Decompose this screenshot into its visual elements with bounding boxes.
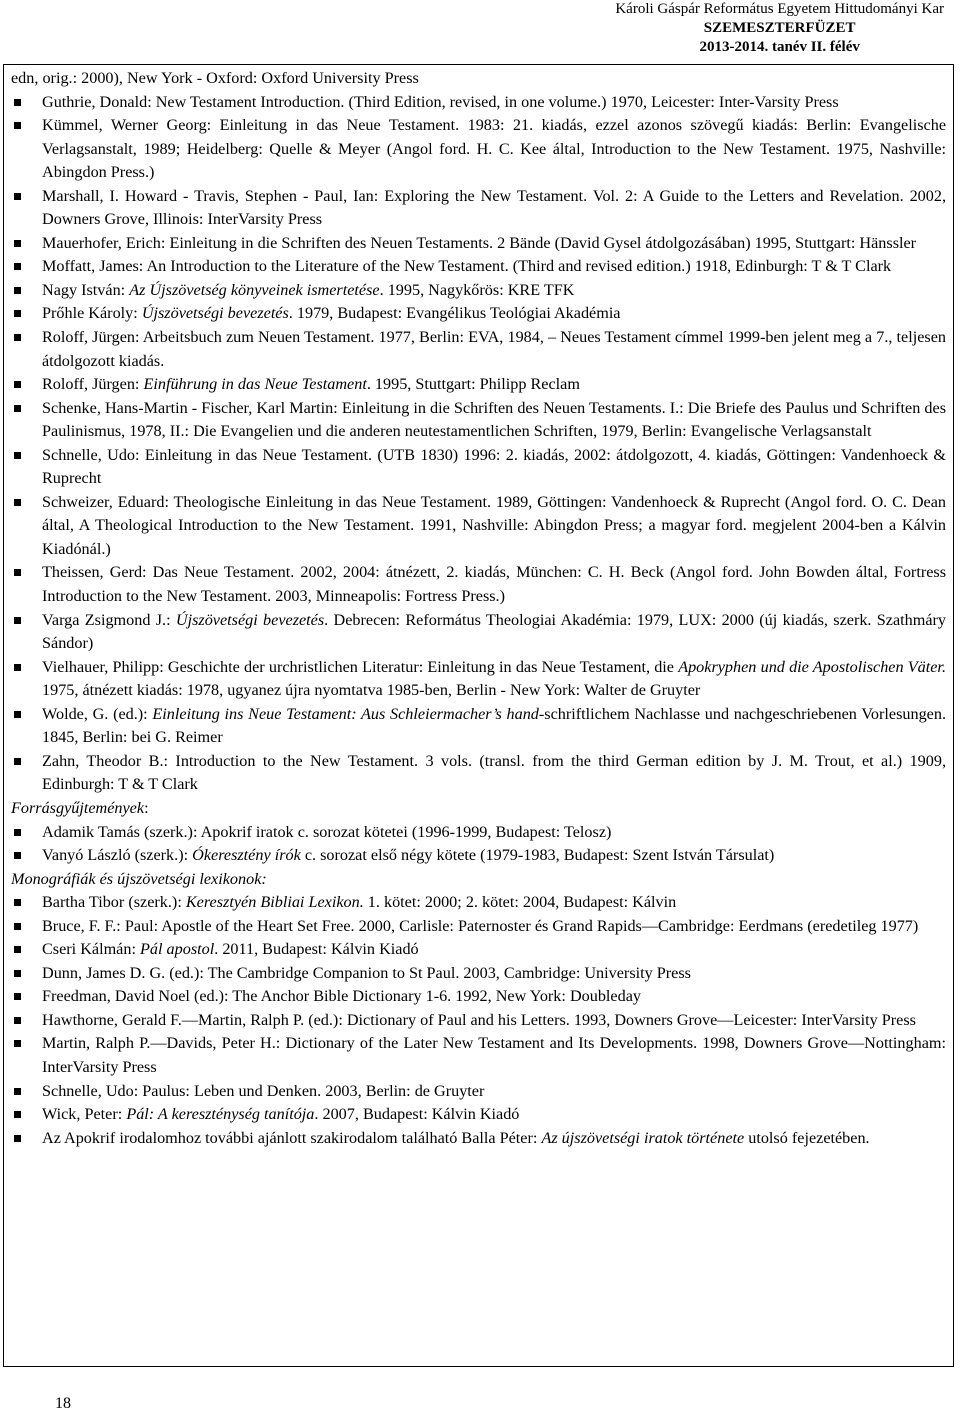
list-item: Zahn, Theodor B.: Introduction to the New Testament. 3 vols. (transl. from the third German edition by J. M. Trout, et al.) 1909, Edinburgh: T & T Clark <box>11 750 946 797</box>
list-item: Bruce, F. F.: Paul: Apostle of the Heart Set Free. 2000, Carlisle: Paternoster és Grand Rapids—Cambridge: Eerdmans (eredetileg 1977) <box>11 915 946 939</box>
list-item: Adamik Tamás (szerk.): Apokrif iratok c. sorozat kötetei (1996-1999, Budapest: Telosz) <box>11 821 946 845</box>
list-item: Roloff, Jürgen: Einführung in das Neue Testament. 1995, Stuttgart: Philipp Reclam <box>11 373 946 397</box>
bibliography-box <box>3 64 954 1367</box>
list-item: Nagy István: Az Újszövetség könyveinek ismertetése. 1995, Nagykőrös: KRE TFK <box>11 279 946 303</box>
list-item: Wick, Peter: Pál: A kereszténység tanítója. 2007, Budapest: Kálvin Kiadó <box>11 1103 946 1127</box>
list-item: Vanyó László (szerk.): Ókeresztény írók c. sorozat első négy kötete (1979-1983, Budapest: Szent István Társulat) <box>11 844 946 868</box>
list-item: Cseri Kálmán: Pál apostol. 2011, Budapest: Kálvin Kiadó <box>11 938 946 962</box>
list-item: Prőhle Károly: Újszövetségi bevezetés. 1979, Budapest: Evangélikus Teológiai Akadémia <box>11 302 946 326</box>
list-item: Roloff, Jürgen: Arbeitsbuch zum Neuen Testament. 1977, Berlin: EVA, 1984, – Neues Testament címmel 1999-ben jelent meg a 7., teljesen átdolgozott kiadás. <box>11 326 946 373</box>
list-item: Guthrie, Donald: New Testament Introduction. (Third Edition, revised, in one volume.) 1970, Leicester: Inter-Varsity Press <box>11 91 946 115</box>
list-item: Theissen, Gerd: Das Neue Testament. 2002, 2004: átnézett, 2. kiadás, München: C. H. Beck (Angol ford. John Bowden által, Fortress Introduction to the New Testament. 2003, Minneapolis: Fortress Press.) <box>11 561 946 608</box>
list-item: Schenke, Hans-Martin - Fischer, Karl Martin: Einleitung in die Schriften des Neuen Testaments. I.: Die Briefe des Paulus und Schriften des Paulinismus, 1978, II.: Die Evangelien und die anderen neutestamentlichen Schriften, 1979, Berlin: Evangelische Verlagsanstalt <box>11 397 946 444</box>
list-item: Schnelle, Udo: Paulus: Leben und Denken. 2003, Berlin: de Gruyter <box>11 1080 946 1104</box>
bibliography-content <box>11 67 946 1150</box>
list-item: Schnelle, Udo: Einleitung in das Neue Testament. (UTB 1830) 1996: 2. kiadás, 2002: átdolgozott, 4. kiadás, Göttingen: Vandenhoeck & Ruprecht <box>11 444 946 491</box>
list-item: Bartha Tibor (szerk.): Keresztyén Bibliai Lexikon. 1. kötet: 2000; 2. kötet: 2004, Budapest: Kálvin <box>11 891 946 915</box>
list-item: Kümmel, Werner Georg: Einleitung in das Neue Testament. 1983: 21. kiadás, ezzel azonos szövegű kiadás: Berlin: Evangelische Verlagsanstalt, 1989; Heidelberg: Quelle & Meyer (Angol ford. H. C. Kee által, Introduction to the New Testament. 1975, Nashville: Abingdon Press.) <box>11 114 946 185</box>
list-item: Moffatt, James: An Introduction to the Literature of the New Testament. (Third and revised edition.) 1918, Edinburgh: T & T Clark <box>11 255 946 279</box>
list-item: Vielhauer, Philipp: Geschichte der urchristlichen Literatur: Einleitung in das Neue Testament, die Apokryphen und die Apostolischen Väter. 1975, átnézett kiadás: 1978, ugyanez újra nyomtatva 1985-ben, Berlin - New York: Walter de Gruyter <box>11 656 946 703</box>
header-doc-title: SZEMESZTERFÜZET <box>703 20 856 36</box>
list-item: Marshall, I. Howard - Travis, Stephen - Paul, Ian: Exploring the New Testament. Vol. 2: A Guide to the Letters and Revelation. 2002, Downers Grove, Illinois: InterVarsity Press <box>11 185 946 232</box>
list-item: Varga Zsigmond J.: Újszövetségi bevezetés. Debrecen: Református Theologiai Akadémia: 1979, LUX: 2000 (új kiadás, szerk. Szathmáry Sándor) <box>11 609 946 656</box>
list-item: Martin, Ralph P.—Davids, Peter H.: Dictionary of the Later New Testament and Its Developments. 1998, Downers Grove—Nottingham: InterVarsity Press <box>11 1032 946 1079</box>
list-item: Freedman, David Noel (ed.): The Anchor Bible Dictionary 1-6. 1992, New York: Doubleday <box>11 985 946 1009</box>
page-number: 18 <box>55 1395 71 1412</box>
list-item: Wolde, G. (ed.): Einleitung ins Neue Testament: Aus Schleiermacher’s hand-schriftlichem Nachlasse und nachgeschriebenen Vorlesungen. 1845, Berlin: bei G. Reimer <box>11 703 946 750</box>
list-item: Hawthorne, Gerald F.—Martin, Ralph P. (ed.): Dictionary of Paul and his Letters. 1993, Downers Grove—Leicester: InterVarsity Press <box>11 1009 946 1033</box>
header-term: 2013-2014. tanév II. félév <box>699 39 860 55</box>
page-header <box>615 0 944 57</box>
list-item: Mauerhofer, Erich: Einleitung in die Schriften des Neuen Testaments. 2 Bände (David Gysel átdolgozásában) 1995, Stuttgart: Hänssler <box>11 232 946 256</box>
section-heading-sources: Forrásgyűjtemények: <box>11 798 149 817</box>
list-item: Schweizer, Eduard: Theologische Einleitung in das Neue Testament. 1989, Göttingen: Vandenhoeck & Ruprecht (Angol ford. O. C. Dean által, A Theological Introduction to the New Testament. 1991, Nashville: Abingdon Press; a magyar ford. megjelent 2004-ben a Kálvin Kiadónál.) <box>11 491 946 562</box>
continuation-line: edn, orig.: 2000), New York - Oxford: Oxford University Press <box>11 69 419 87</box>
header-institution: Károli Gáspár Református Egyetem Hittudományi Kar <box>615 1 944 17</box>
list-item: Dunn, James D. G. (ed.): The Cambridge Companion to St Paul. 2003, Cambridge: University Press <box>11 962 946 986</box>
section-heading-monographs: Monográfiák és újszövetségi lexikonok: <box>11 869 267 888</box>
list-item: Az Apokrif irodalomhoz további ajánlott szakirodalom található Balla Péter: Az újszövetségi iratok története utolsó fejezetében. <box>11 1127 946 1151</box>
